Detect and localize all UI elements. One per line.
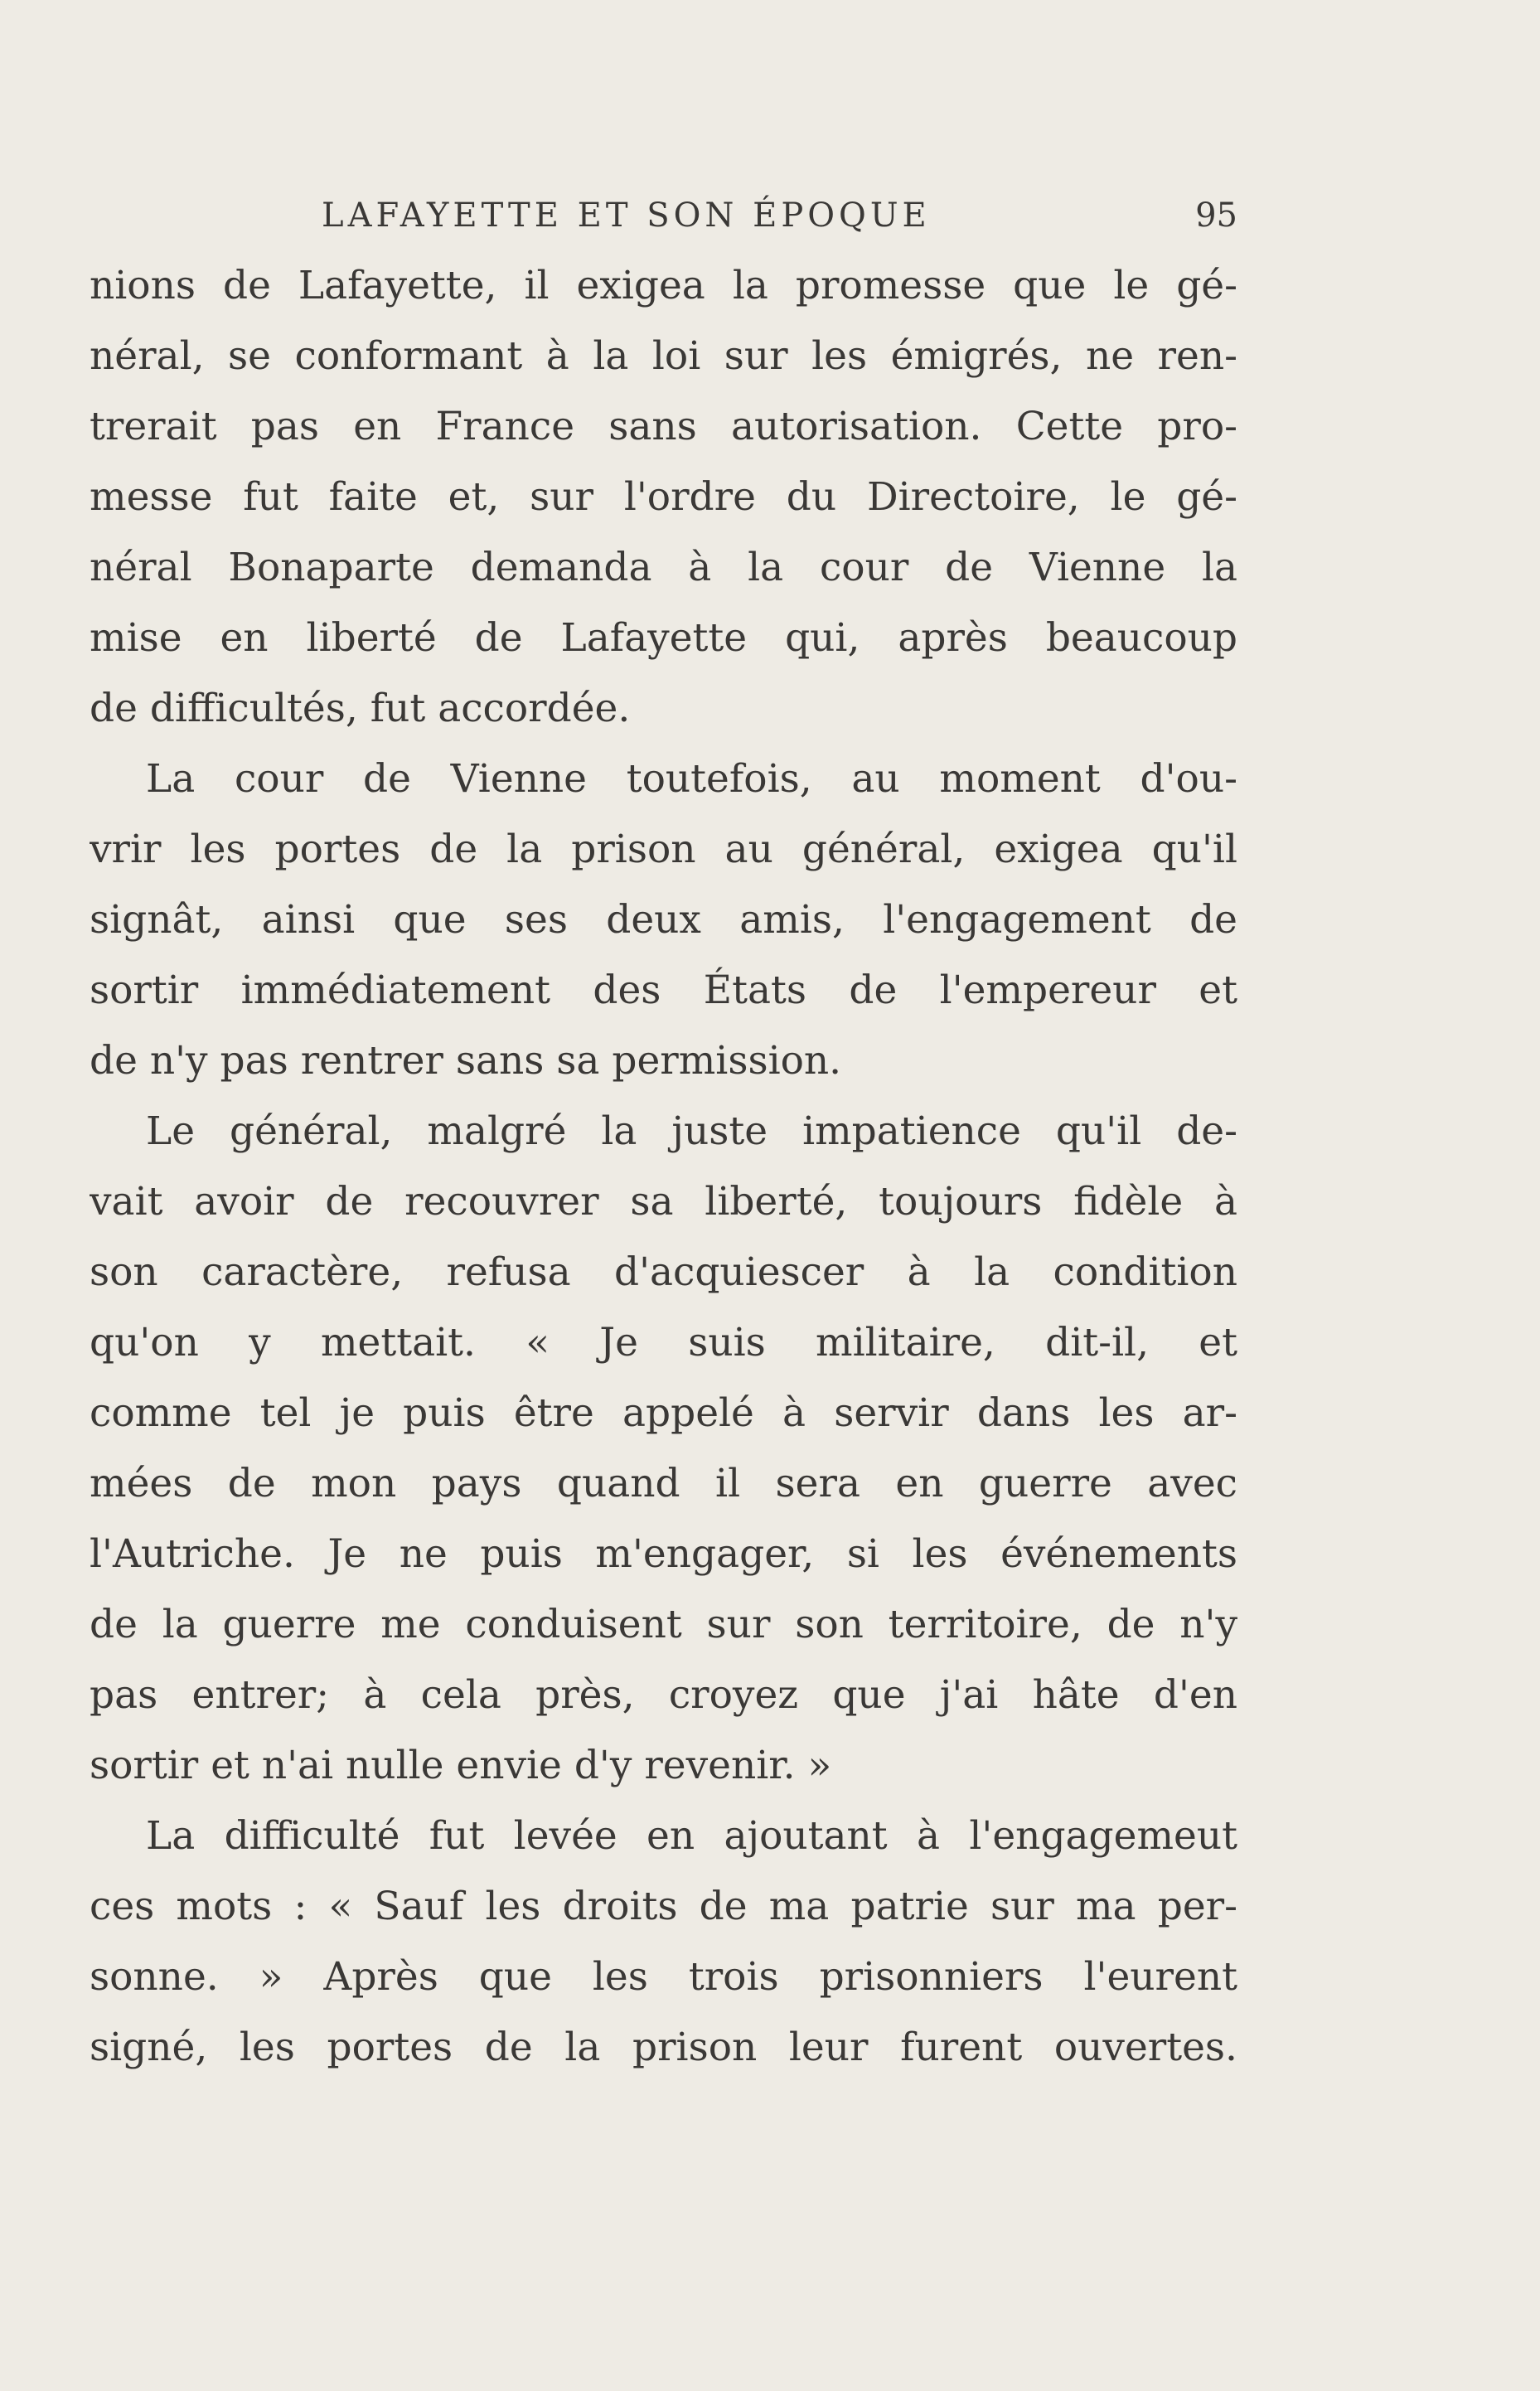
text-line: comme tel je puis être appelé à servir dans les ar-: [90, 1390, 1237, 1436]
text-line: l'Autriche. Je ne puis m'engager, si les événements: [90, 1531, 1237, 1577]
text-line: La difficulté fut levée en ajoutant à l'engagemeut: [146, 1813, 1237, 1859]
text-line: vrir les portes de la prison au général, exigea qu'il: [90, 827, 1237, 872]
text-line: qu'on y mettait. « Je suis militaire, dit-il, et: [90, 1320, 1237, 1365]
text-line: trerait pas en France sans autorisation. Cette pro-: [90, 404, 1237, 449]
text-line: nions de Lafayette, il exigea la promesse que le gé-: [90, 263, 1237, 308]
text-line: mées de mon pays quand il sera en guerre avec: [90, 1461, 1237, 1506]
text-line: messe fut faite et, sur l'ordre du Directoire, le gé-: [90, 474, 1237, 520]
text-line: signât, ainsi que ses deux amis, l'engagement de: [90, 897, 1237, 943]
text-line: Le général, malgré la juste impatience qu'il de-: [146, 1108, 1237, 1154]
text-line: sortir et n'ai nulle envie d'y revenir. »: [90, 1743, 832, 1788]
text-line: néral, se conformant à la loi sur les émigrés, ne ren-: [90, 333, 1237, 379]
page-number: 95: [1195, 196, 1237, 235]
text-line: sonne. » Après que les trois prisonniers l'eurent: [90, 1954, 1237, 2000]
paragraph-2: [90, 744, 1237, 1096]
running-head-title: LAFAYETTE ET SON ÉPOQUE: [322, 196, 931, 235]
running-head: [90, 189, 1237, 242]
text-line: néral Bonaparte demanda à la cour de Vienne la: [90, 545, 1237, 590]
text-line: pas entrer; à cela près, croyez que j'ai hâte d'en: [90, 1672, 1237, 1718]
paragraph-3: [90, 1096, 1237, 1801]
text-line: ces mots : « Sauf les droits de ma patrie sur ma per-: [90, 1884, 1237, 1929]
paragraph-1: [90, 250, 1237, 744]
text-line: de la guerre me conduisent sur son territoire, de n'y: [90, 1602, 1237, 1647]
text-line: mise en liberté de Lafayette qui, après beaucoup: [90, 615, 1237, 661]
body-text: [90, 250, 1237, 2083]
text-line: signé, les portes de la prison leur furent ouvertes.: [90, 2025, 1237, 2070]
text-line: son caractère, refusa d'acquiescer à la condition: [90, 1249, 1237, 1295]
text-line: de difficultés, fut accordée.: [90, 686, 631, 731]
text-line: vait avoir de recouvrer sa liberté, toujours fidèle à: [90, 1179, 1237, 1225]
paragraph-4: [90, 1801, 1237, 2083]
text-line: de n'y pas rentrer sans sa permission.: [90, 1038, 842, 1084]
text-line: La cour de Vienne toutefois, au moment d'ou-: [146, 756, 1237, 802]
text-line: sortir immédiatement des États de l'empereur et: [90, 968, 1237, 1013]
